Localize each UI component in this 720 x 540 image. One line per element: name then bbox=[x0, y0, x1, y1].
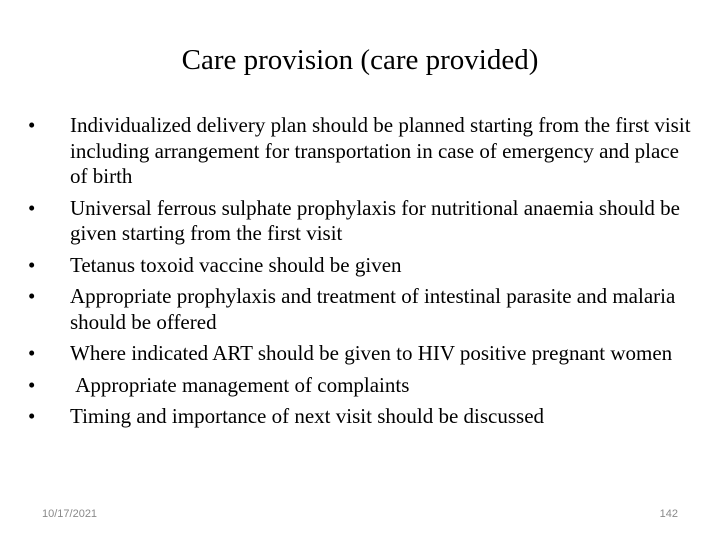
bullet-item bbox=[28, 404, 698, 430]
bullet-text: Appropriate management of complaints bbox=[70, 372, 410, 397]
slide-title: Care provision (care provided) bbox=[181, 44, 539, 76]
bullet-item bbox=[28, 341, 698, 367]
bullet-text: Tetanus toxoid vaccine should be given bbox=[70, 252, 402, 277]
footer-date: 10/17/2021 bbox=[42, 508, 98, 520]
bullet-text: Individualized delivery plan should be planned starting from the first visit including arrangement for transportation in case of emergency and place of birth bbox=[70, 113, 691, 188]
bullet-icon: • bbox=[28, 195, 36, 220]
bullet-item bbox=[28, 284, 698, 335]
bullet-icon: • bbox=[28, 372, 36, 397]
bullet-icon: • bbox=[28, 404, 36, 428]
bullet-icon: • bbox=[28, 341, 36, 365]
bullet-item bbox=[28, 196, 698, 247]
footer-page-number: 142 bbox=[659, 508, 678, 520]
bullet-item bbox=[28, 253, 698, 279]
bullet-text: Timing and importance of next visit should be discussed bbox=[70, 404, 545, 428]
bullet-icon: • bbox=[28, 252, 36, 277]
bullet-item bbox=[28, 113, 698, 190]
bullet-text: Universal ferrous sulphate prophylaxis for nutritional anaemia should be given starting from the first visit bbox=[70, 195, 681, 245]
bullet-text: Appropriate prophylaxis and treatment of intestinal parasite and malaria should be offered bbox=[70, 284, 676, 334]
bullet-icon: • bbox=[28, 284, 36, 308]
bullet-text: Where indicated ART should be given to HIV positive pregnant women bbox=[70, 341, 673, 365]
bullet-item bbox=[28, 373, 698, 399]
bullet-list bbox=[28, 113, 698, 436]
bullet-icon: • bbox=[28, 113, 36, 137]
